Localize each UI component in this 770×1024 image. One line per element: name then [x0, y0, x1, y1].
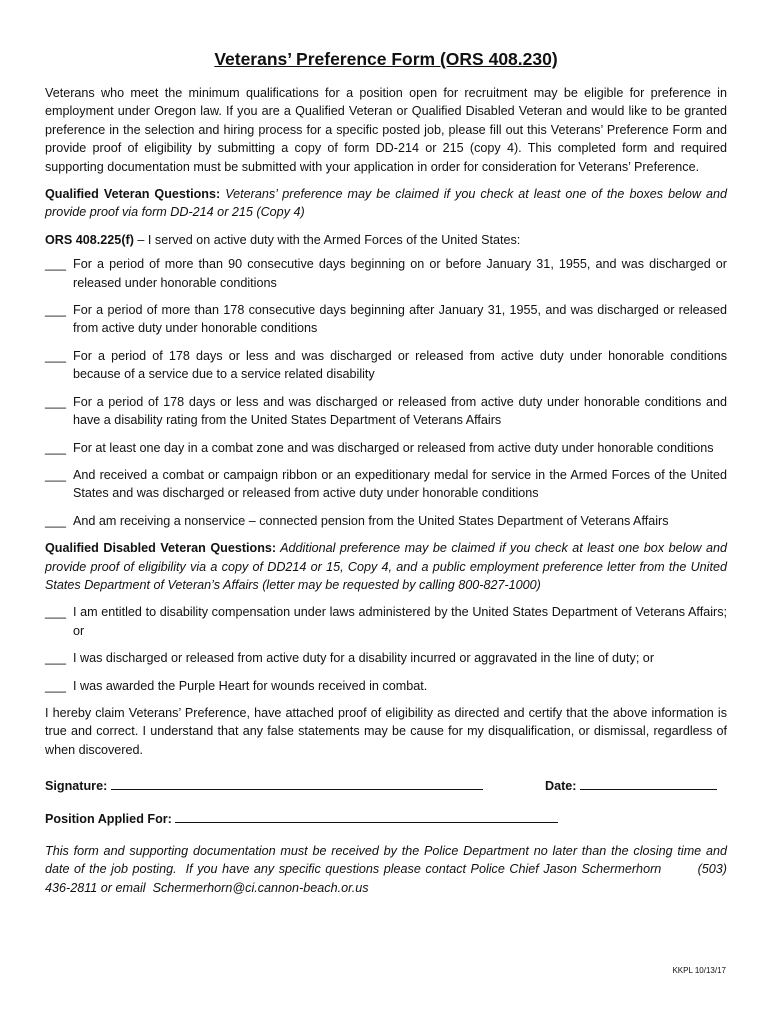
qualified-option-7[interactable]: [45, 512, 727, 530]
date-field[interactable]: [545, 777, 727, 795]
revision-code: KKPL 10/13/17: [672, 966, 726, 975]
position-field[interactable]: [45, 810, 727, 828]
form-title: Veterans’ Preference Form (ORS 408.230): [214, 49, 558, 69]
checkbox-blank[interactable]: ___: [45, 348, 67, 363]
certification-statement: I hereby claim Veterans’ Preference, have attached proof of eligibility as directed and certify that the above information is true and correct. I understand that any false statements may be cause for my disqualification, or dismissal, regardless of when discovered.: [45, 705, 727, 757]
checkbox-blank[interactable]: ___: [45, 605, 67, 620]
option-text: And am receiving a nonservice – connected pension from the United States Department of Veterans Affairs: [73, 513, 669, 528]
disabled-option-3[interactable]: [45, 677, 727, 695]
qualified-option-3[interactable]: [45, 347, 727, 384]
checkbox-blank[interactable]: ___: [45, 467, 67, 482]
date-line[interactable]: [580, 777, 717, 790]
signature-label: Signature:: [45, 779, 108, 794]
ors-statement: [45, 231, 727, 249]
qualified-veteran-instruction: Veterans’ preference may be claimed if you check at least one of the boxes below and provide proof via form DD-214 or 215 (Copy 4): [45, 187, 728, 220]
closing-note: This form and supporting documentation must be received by the Police Department no later than the closing time and date of the job posting. If you have any specific questions please contact Police Chief Jason Schermerhorn (503) 436-2811 or email Schermerhorn@ci.cannon-beach.or.us: [45, 844, 731, 895]
qualified-option-6[interactable]: [45, 466, 727, 503]
ors-text: – I served on active duty with the Armed Forces of the United States:: [133, 232, 521, 247]
ors-reference: ORS 408.225(f): [45, 232, 134, 247]
qualified-option-2[interactable]: [45, 301, 727, 338]
qualified-option-1[interactable]: [45, 255, 727, 292]
qualified-veteran-instructions: [45, 185, 727, 222]
checkbox-blank[interactable]: ___: [45, 651, 67, 666]
option-text: I am entitled to disability compensation under laws administered by the United States Department of Veterans Affairs; or: [73, 605, 727, 638]
checkbox-blank[interactable]: ___: [45, 257, 67, 272]
disabled-veteran-instructions: [45, 539, 727, 594]
option-text: I was discharged or released from active duty for a disability incurred or aggravated in the line of duty; or: [73, 651, 655, 666]
checkbox-blank[interactable]: ___: [45, 513, 67, 528]
checkbox-blank[interactable]: ___: [45, 440, 67, 455]
checkbox-blank[interactable]: ___: [45, 303, 67, 318]
option-text: And received a combat or campaign ribbon or an expeditionary medal for service in the Armed Forces of the United States and was discharged or released from active duty under honorable conditions: [73, 467, 727, 501]
qualified-option-5[interactable]: [45, 439, 727, 457]
disabled-veteran-heading: Qualified Disabled Veteran Questions:: [45, 541, 277, 556]
option-text: For a period of 178 days or less and was discharged or released from active duty under honorable conditions and have a disability rating from the United States Department of Veterans Affairs: [73, 394, 727, 428]
qualified-veteran-heading: Qualified Veteran Questions:: [45, 187, 221, 202]
option-text: For a period of more than 178 consecutive days beginning after January 31, 1955, and was discharged or released from active duty under honorable conditions: [73, 303, 727, 336]
date-label: Date:: [545, 779, 577, 794]
disabled-option-2[interactable]: [45, 649, 727, 667]
disabled-veteran-instruction: Additional preference may be claimed if you check at least one box below and provide proof of eligibility via a copy of DD214 or 15, Copy 4, and a public employment preference letter from the United States Department of Veteran’s Affairs (letter may be requested by calling 800-827-1000): [45, 541, 727, 592]
position-line[interactable]: [175, 810, 558, 823]
position-label: Position Applied For:: [45, 811, 172, 826]
option-text: For a period of 178 days or less and was discharged or released from active duty under honorable conditions because of a service due to a service related disability: [73, 348, 727, 382]
option-text: For a period of more than 90 consecutive days beginning on or before January 31, 1955, and was discharged or released under honorable conditions: [73, 257, 727, 290]
checkbox-blank[interactable]: ___: [45, 394, 67, 409]
signature-row: [45, 777, 727, 795]
checkbox-blank[interactable]: ___: [45, 678, 67, 693]
option-text: For at least one day in a combat zone and was discharged or released from active duty under honorable conditions: [73, 440, 714, 455]
qualified-option-4[interactable]: [45, 393, 727, 430]
option-text: I was awarded the Purple Heart for wounds received in combat.: [73, 678, 428, 693]
signature-line[interactable]: [111, 777, 483, 790]
signature-field[interactable]: [45, 777, 495, 795]
form-page: [45, 48, 731, 897]
disabled-option-1[interactable]: [45, 603, 727, 640]
intro-paragraph: Veterans who meet the minimum qualifications for a position open for recruitment may be eligible for preference in employment under Oregon law. If you are a Qualified Veteran or Qualified Disabled Veteran and would like to be granted preference in the selection and hiring process for a specific posted job, please fill out this Veterans’ Preference Form and provide proof of eligibility by submitting a copy of form DD-214 or 215 (copy 4). This completed form and required supporting documentation must be submitted with your application in order for consideration for Veterans’ Preference.: [45, 86, 727, 174]
